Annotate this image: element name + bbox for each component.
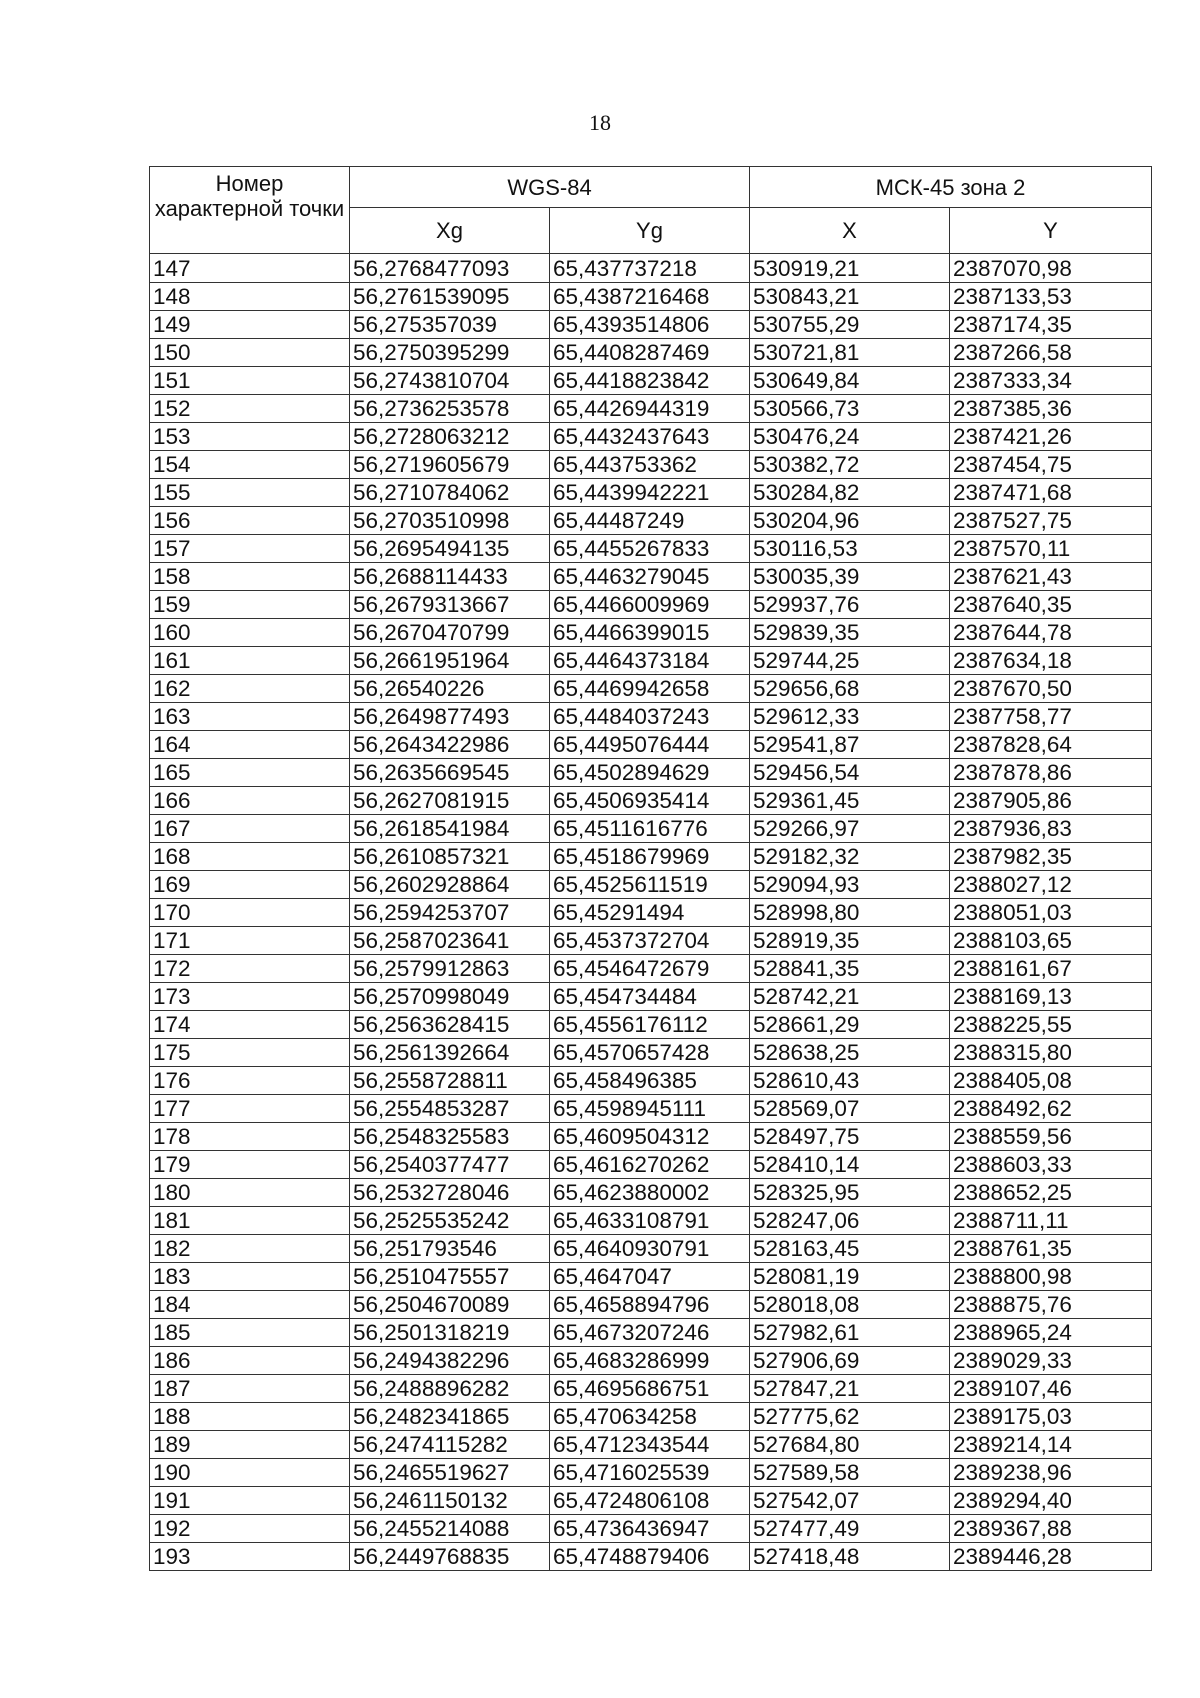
cell-x: 530755,29: [750, 311, 950, 339]
cell-yg: 65,4570657428: [550, 1039, 750, 1067]
cell-xg: 56,2504670089: [350, 1291, 550, 1319]
cell-yg: 65,4484037243: [550, 703, 750, 731]
table-row: [150, 1347, 1152, 1375]
header-msk45: МСК-45 зона 2: [750, 167, 1152, 208]
cell-point-number: 188: [150, 1403, 350, 1431]
table-row: [150, 479, 1152, 507]
cell-xg: 56,2455214088: [350, 1515, 550, 1543]
table-row: [150, 899, 1152, 927]
table-row: [150, 787, 1152, 815]
cell-x: 530843,21: [750, 283, 950, 311]
cell-x: 530035,39: [750, 563, 950, 591]
table-row: [150, 1375, 1152, 1403]
cell-xg: 56,2661951964: [350, 647, 550, 675]
cell-yg: 65,4426944319: [550, 395, 750, 423]
table-row: [150, 1543, 1152, 1571]
cell-x: 528018,08: [750, 1291, 950, 1319]
cell-xg: 56,2532728046: [350, 1179, 550, 1207]
table-row: [150, 591, 1152, 619]
cell-x: 530204,96: [750, 507, 950, 535]
cell-y: 2388965,24: [950, 1319, 1152, 1347]
table-row: [150, 423, 1152, 451]
cell-x: 529744,25: [750, 647, 950, 675]
header-point-number: Номер характерной точки: [150, 167, 350, 254]
table-row: [150, 1403, 1152, 1431]
cell-xg: 56,2768477093: [350, 254, 550, 283]
cell-xg: 56,251793546: [350, 1235, 550, 1263]
cell-xg: 56,2554853287: [350, 1095, 550, 1123]
cell-x: 528998,80: [750, 899, 950, 927]
cell-y: 2387266,58: [950, 339, 1152, 367]
cell-x: 530721,81: [750, 339, 950, 367]
cell-x: 528742,21: [750, 983, 950, 1011]
cell-point-number: 154: [150, 451, 350, 479]
cell-yg: 65,4469942658: [550, 675, 750, 703]
cell-xg: 56,2761539095: [350, 283, 550, 311]
cell-yg: 65,4712343544: [550, 1431, 750, 1459]
cell-point-number: 190: [150, 1459, 350, 1487]
cell-x: 530919,21: [750, 254, 950, 283]
table-row: [150, 563, 1152, 591]
cell-x: 529182,32: [750, 843, 950, 871]
table-row: [150, 759, 1152, 787]
cell-x: 528569,07: [750, 1095, 950, 1123]
cell-point-number: 150: [150, 339, 350, 367]
table-row: [150, 815, 1152, 843]
cell-x: 527906,69: [750, 1347, 950, 1375]
cell-xg: 56,2695494135: [350, 535, 550, 563]
table-row: [150, 703, 1152, 731]
cell-xg: 56,2510475557: [350, 1263, 550, 1291]
header-x: X: [750, 208, 950, 254]
table-row: [150, 1207, 1152, 1235]
cell-xg: 56,2649877493: [350, 703, 550, 731]
cell-y: 2387333,34: [950, 367, 1152, 395]
cell-point-number: 166: [150, 787, 350, 815]
cell-point-number: 181: [150, 1207, 350, 1235]
cell-yg: 65,4506935414: [550, 787, 750, 815]
cell-y: 2387421,26: [950, 423, 1152, 451]
table-row: [150, 1179, 1152, 1207]
cell-xg: 56,2643422986: [350, 731, 550, 759]
cell-yg: 65,4463279045: [550, 563, 750, 591]
cell-point-number: 162: [150, 675, 350, 703]
cell-x: 527982,61: [750, 1319, 950, 1347]
table-row: [150, 1515, 1152, 1543]
cell-xg: 56,2728063212: [350, 423, 550, 451]
table-row: [150, 395, 1152, 423]
cell-point-number: 173: [150, 983, 350, 1011]
cell-xg: 56,2558728811: [350, 1067, 550, 1095]
cell-yg: 65,4418823842: [550, 367, 750, 395]
cell-x: 529839,35: [750, 619, 950, 647]
cell-x: 527542,07: [750, 1487, 950, 1515]
cell-y: 2388711,11: [950, 1207, 1152, 1235]
cell-y: 2388603,33: [950, 1151, 1152, 1179]
cell-yg: 65,470634258: [550, 1403, 750, 1431]
cell-yg: 65,4647047: [550, 1263, 750, 1291]
table-row: [150, 1263, 1152, 1291]
cell-point-number: 169: [150, 871, 350, 899]
cell-yg: 65,4616270262: [550, 1151, 750, 1179]
cell-point-number: 185: [150, 1319, 350, 1347]
table-row: [150, 983, 1152, 1011]
cell-y: 2387471,68: [950, 479, 1152, 507]
cell-yg: 65,4502894629: [550, 759, 750, 787]
cell-point-number: 174: [150, 1011, 350, 1039]
cell-yg: 65,4736436947: [550, 1515, 750, 1543]
cell-x: 529266,97: [750, 815, 950, 843]
cell-point-number: 193: [150, 1543, 350, 1571]
cell-point-number: 165: [150, 759, 350, 787]
cell-y: 2389367,88: [950, 1515, 1152, 1543]
cell-point-number: 152: [150, 395, 350, 423]
cell-yg: 65,4495076444: [550, 731, 750, 759]
cell-y: 2388559,56: [950, 1123, 1152, 1151]
cell-yg: 65,44487249: [550, 507, 750, 535]
table-row: [150, 1291, 1152, 1319]
table-header: [150, 167, 1152, 254]
cell-yg: 65,4525611519: [550, 871, 750, 899]
cell-xg: 56,2602928864: [350, 871, 550, 899]
cell-y: 2387621,43: [950, 563, 1152, 591]
cell-y: 2387828,64: [950, 731, 1152, 759]
cell-y: 2387878,86: [950, 759, 1152, 787]
cell-y: 2387936,83: [950, 815, 1152, 843]
cell-xg: 56,2465519627: [350, 1459, 550, 1487]
cell-xg: 56,2540377477: [350, 1151, 550, 1179]
cell-x: 527684,80: [750, 1431, 950, 1459]
cell-y: 2387644,78: [950, 619, 1152, 647]
cell-xg: 56,2627081915: [350, 787, 550, 815]
cell-y: 2388652,25: [950, 1179, 1152, 1207]
table-row: [150, 1319, 1152, 1347]
cell-yg: 65,4695686751: [550, 1375, 750, 1403]
cell-y: 2388051,03: [950, 899, 1152, 927]
cell-y: 2388315,80: [950, 1039, 1152, 1067]
cell-y: 2389214,14: [950, 1431, 1152, 1459]
cell-xg: 56,2750395299: [350, 339, 550, 367]
cell-y: 2388225,55: [950, 1011, 1152, 1039]
cell-xg: 56,2670470799: [350, 619, 550, 647]
cell-y: 2389175,03: [950, 1403, 1152, 1431]
cell-point-number: 159: [150, 591, 350, 619]
cell-y: 2388405,08: [950, 1067, 1152, 1095]
cell-point-number: 179: [150, 1151, 350, 1179]
cell-point-number: 153: [150, 423, 350, 451]
cell-yg: 65,4432437643: [550, 423, 750, 451]
cell-y: 2387174,35: [950, 311, 1152, 339]
cell-yg: 65,4466009969: [550, 591, 750, 619]
cell-xg: 56,2548325583: [350, 1123, 550, 1151]
table-row: [150, 254, 1152, 283]
cell-x: 528919,35: [750, 927, 950, 955]
header-y: Y: [950, 208, 1152, 254]
cell-y: 2389446,28: [950, 1543, 1152, 1571]
cell-y: 2387070,98: [950, 254, 1152, 283]
cell-point-number: 168: [150, 843, 350, 871]
cell-xg: 56,2461150132: [350, 1487, 550, 1515]
cell-y: 2387758,77: [950, 703, 1152, 731]
cell-point-number: 177: [150, 1095, 350, 1123]
cell-yg: 65,4556176112: [550, 1011, 750, 1039]
cell-yg: 65,443753362: [550, 451, 750, 479]
cell-y: 2387640,35: [950, 591, 1152, 619]
cell-yg: 65,454734484: [550, 983, 750, 1011]
cell-yg: 65,4716025539: [550, 1459, 750, 1487]
cell-xg: 56,2579912863: [350, 955, 550, 983]
cell-x: 529094,93: [750, 871, 950, 899]
header-yg: Yg: [550, 208, 750, 254]
cell-y: 2387527,75: [950, 507, 1152, 535]
cell-y: 2388169,13: [950, 983, 1152, 1011]
cell-x: 529456,54: [750, 759, 950, 787]
cell-xg: 56,2594253707: [350, 899, 550, 927]
cell-xg: 56,2561392664: [350, 1039, 550, 1067]
cell-yg: 65,45291494: [550, 899, 750, 927]
cell-x: 527477,49: [750, 1515, 950, 1543]
cell-x: 528610,43: [750, 1067, 950, 1095]
table-row: [150, 1123, 1152, 1151]
cell-yg: 65,4598945111: [550, 1095, 750, 1123]
cell-xg: 56,2635669545: [350, 759, 550, 787]
cell-yg: 65,4633108791: [550, 1207, 750, 1235]
cell-xg: 56,275357039: [350, 311, 550, 339]
cell-x: 527847,21: [750, 1375, 950, 1403]
cell-point-number: 158: [150, 563, 350, 591]
cell-x: 527775,62: [750, 1403, 950, 1431]
cell-point-number: 156: [150, 507, 350, 535]
cell-point-number: 167: [150, 815, 350, 843]
cell-x: 528497,75: [750, 1123, 950, 1151]
cell-x: 528661,29: [750, 1011, 950, 1039]
cell-x: 528841,35: [750, 955, 950, 983]
cell-xg: 56,2743810704: [350, 367, 550, 395]
cell-xg: 56,2449768835: [350, 1543, 550, 1571]
cell-x: 529937,76: [750, 591, 950, 619]
cell-point-number: 163: [150, 703, 350, 731]
cell-x: 527418,48: [750, 1543, 950, 1571]
cell-point-number: 149: [150, 311, 350, 339]
cell-yg: 65,4724806108: [550, 1487, 750, 1515]
cell-y: 2387133,53: [950, 283, 1152, 311]
cell-yg: 65,4466399015: [550, 619, 750, 647]
cell-x: 528325,95: [750, 1179, 950, 1207]
table-row: [150, 1011, 1152, 1039]
table-row: [150, 1459, 1152, 1487]
cell-point-number: 192: [150, 1515, 350, 1543]
cell-point-number: 161: [150, 647, 350, 675]
table-row: [150, 283, 1152, 311]
cell-yg: 65,4546472679: [550, 955, 750, 983]
table-row: [150, 1431, 1152, 1459]
page-number: 18: [589, 110, 611, 135]
cell-x: 530476,24: [750, 423, 950, 451]
cell-x: 530284,82: [750, 479, 950, 507]
cell-x: 530566,73: [750, 395, 950, 423]
cell-y: 2389294,40: [950, 1487, 1152, 1515]
cell-x: 529361,45: [750, 787, 950, 815]
cell-yg: 65,4683286999: [550, 1347, 750, 1375]
table-row: [150, 1067, 1152, 1095]
table-row: [150, 1039, 1152, 1067]
cell-y: 2388103,65: [950, 927, 1152, 955]
cell-xg: 56,2610857321: [350, 843, 550, 871]
cell-yg: 65,4609504312: [550, 1123, 750, 1151]
table-row: [150, 675, 1152, 703]
cell-xg: 56,2488896282: [350, 1375, 550, 1403]
cell-point-number: 187: [150, 1375, 350, 1403]
table-row: [150, 871, 1152, 899]
cell-y: 2387670,50: [950, 675, 1152, 703]
cell-xg: 56,2570998049: [350, 983, 550, 1011]
cell-x: 528247,06: [750, 1207, 950, 1235]
cell-x: 529541,87: [750, 731, 950, 759]
table-row: [150, 451, 1152, 479]
cell-y: 2389029,33: [950, 1347, 1152, 1375]
cell-point-number: 178: [150, 1123, 350, 1151]
cell-point-number: 151: [150, 367, 350, 395]
cell-y: 2388161,67: [950, 955, 1152, 983]
cell-xg: 56,2482341865: [350, 1403, 550, 1431]
cell-xg: 56,2618541984: [350, 815, 550, 843]
cell-yg: 65,4511616776: [550, 815, 750, 843]
cell-y: 2388761,35: [950, 1235, 1152, 1263]
header-wgs84: WGS-84: [350, 167, 750, 208]
table-row: [150, 1487, 1152, 1515]
cell-point-number: 164: [150, 731, 350, 759]
table-row: [150, 1095, 1152, 1123]
cell-x: 529612,33: [750, 703, 950, 731]
cell-y: 2387454,75: [950, 451, 1152, 479]
cell-y: 2388492,62: [950, 1095, 1152, 1123]
cell-yg: 65,4408287469: [550, 339, 750, 367]
cell-xg: 56,2719605679: [350, 451, 550, 479]
cell-point-number: 191: [150, 1487, 350, 1515]
cell-x: 528638,25: [750, 1039, 950, 1067]
table-row: [150, 955, 1152, 983]
cell-yg: 65,4623880002: [550, 1179, 750, 1207]
table-row: [150, 535, 1152, 563]
table-row: [150, 367, 1152, 395]
table-row: [150, 1235, 1152, 1263]
table-row: [150, 619, 1152, 647]
cell-xg: 56,2563628415: [350, 1011, 550, 1039]
table-row: [150, 311, 1152, 339]
cell-xg: 56,2703510998: [350, 507, 550, 535]
cell-y: 2387385,36: [950, 395, 1152, 423]
cell-yg: 65,437737218: [550, 254, 750, 283]
cell-x: 528410,14: [750, 1151, 950, 1179]
cell-yg: 65,458496385: [550, 1067, 750, 1095]
cell-xg: 56,2710784062: [350, 479, 550, 507]
cell-point-number: 184: [150, 1291, 350, 1319]
cell-y: 2388027,12: [950, 871, 1152, 899]
cell-point-number: 148: [150, 283, 350, 311]
cell-y: 2388800,98: [950, 1263, 1152, 1291]
cell-yg: 65,4455267833: [550, 535, 750, 563]
cell-point-number: 155: [150, 479, 350, 507]
cell-point-number: 171: [150, 927, 350, 955]
cell-yg: 65,4393514806: [550, 311, 750, 339]
table-row: [150, 927, 1152, 955]
cell-x: 528163,45: [750, 1235, 950, 1263]
cell-point-number: 183: [150, 1263, 350, 1291]
cell-y: 2387570,11: [950, 535, 1152, 563]
cell-yg: 65,4640930791: [550, 1235, 750, 1263]
cell-x: 530116,53: [750, 535, 950, 563]
cell-yg: 65,4748879406: [550, 1543, 750, 1571]
coordinates-table: [149, 166, 1152, 1571]
cell-x: 530649,84: [750, 367, 950, 395]
cell-yg: 65,4537372704: [550, 927, 750, 955]
cell-point-number: 175: [150, 1039, 350, 1067]
cell-point-number: 170: [150, 899, 350, 927]
table-row: [150, 731, 1152, 759]
cell-point-number: 189: [150, 1431, 350, 1459]
cell-yg: 65,4439942221: [550, 479, 750, 507]
cell-xg: 56,2474115282: [350, 1431, 550, 1459]
cell-y: 2389238,96: [950, 1459, 1152, 1487]
cell-y: 2388875,76: [950, 1291, 1152, 1319]
cell-xg: 56,2587023641: [350, 927, 550, 955]
cell-xg: 56,2736253578: [350, 395, 550, 423]
cell-yg: 65,4658894796: [550, 1291, 750, 1319]
table-row: [150, 1151, 1152, 1179]
cell-point-number: 176: [150, 1067, 350, 1095]
cell-point-number: 180: [150, 1179, 350, 1207]
cell-xg: 56,2525535242: [350, 1207, 550, 1235]
cell-yg: 65,4387216468: [550, 283, 750, 311]
table-row: [150, 843, 1152, 871]
cell-x: 529656,68: [750, 675, 950, 703]
cell-y: 2387982,35: [950, 843, 1152, 871]
cell-xg: 56,2688114433: [350, 563, 550, 591]
cell-xg: 56,2501318219: [350, 1319, 550, 1347]
cell-xg: 56,26540226: [350, 675, 550, 703]
cell-y: 2387905,86: [950, 787, 1152, 815]
table-body: [150, 254, 1152, 1571]
cell-yg: 65,4673207246: [550, 1319, 750, 1347]
cell-point-number: 186: [150, 1347, 350, 1375]
cell-point-number: 172: [150, 955, 350, 983]
cell-yg: 65,4464373184: [550, 647, 750, 675]
cell-x: 528081,19: [750, 1263, 950, 1291]
cell-xg: 56,2679313667: [350, 591, 550, 619]
table-row: [150, 507, 1152, 535]
cell-y: 2389107,46: [950, 1375, 1152, 1403]
cell-point-number: 157: [150, 535, 350, 563]
cell-xg: 56,2494382296: [350, 1347, 550, 1375]
cell-x: 530382,72: [750, 451, 950, 479]
table-row: [150, 647, 1152, 675]
cell-point-number: 160: [150, 619, 350, 647]
cell-point-number: 182: [150, 1235, 350, 1263]
cell-yg: 65,4518679969: [550, 843, 750, 871]
cell-point-number: 147: [150, 254, 350, 283]
cell-x: 527589,58: [750, 1459, 950, 1487]
header-xg: Xg: [350, 208, 550, 254]
table-row: [150, 339, 1152, 367]
cell-y: 2387634,18: [950, 647, 1152, 675]
